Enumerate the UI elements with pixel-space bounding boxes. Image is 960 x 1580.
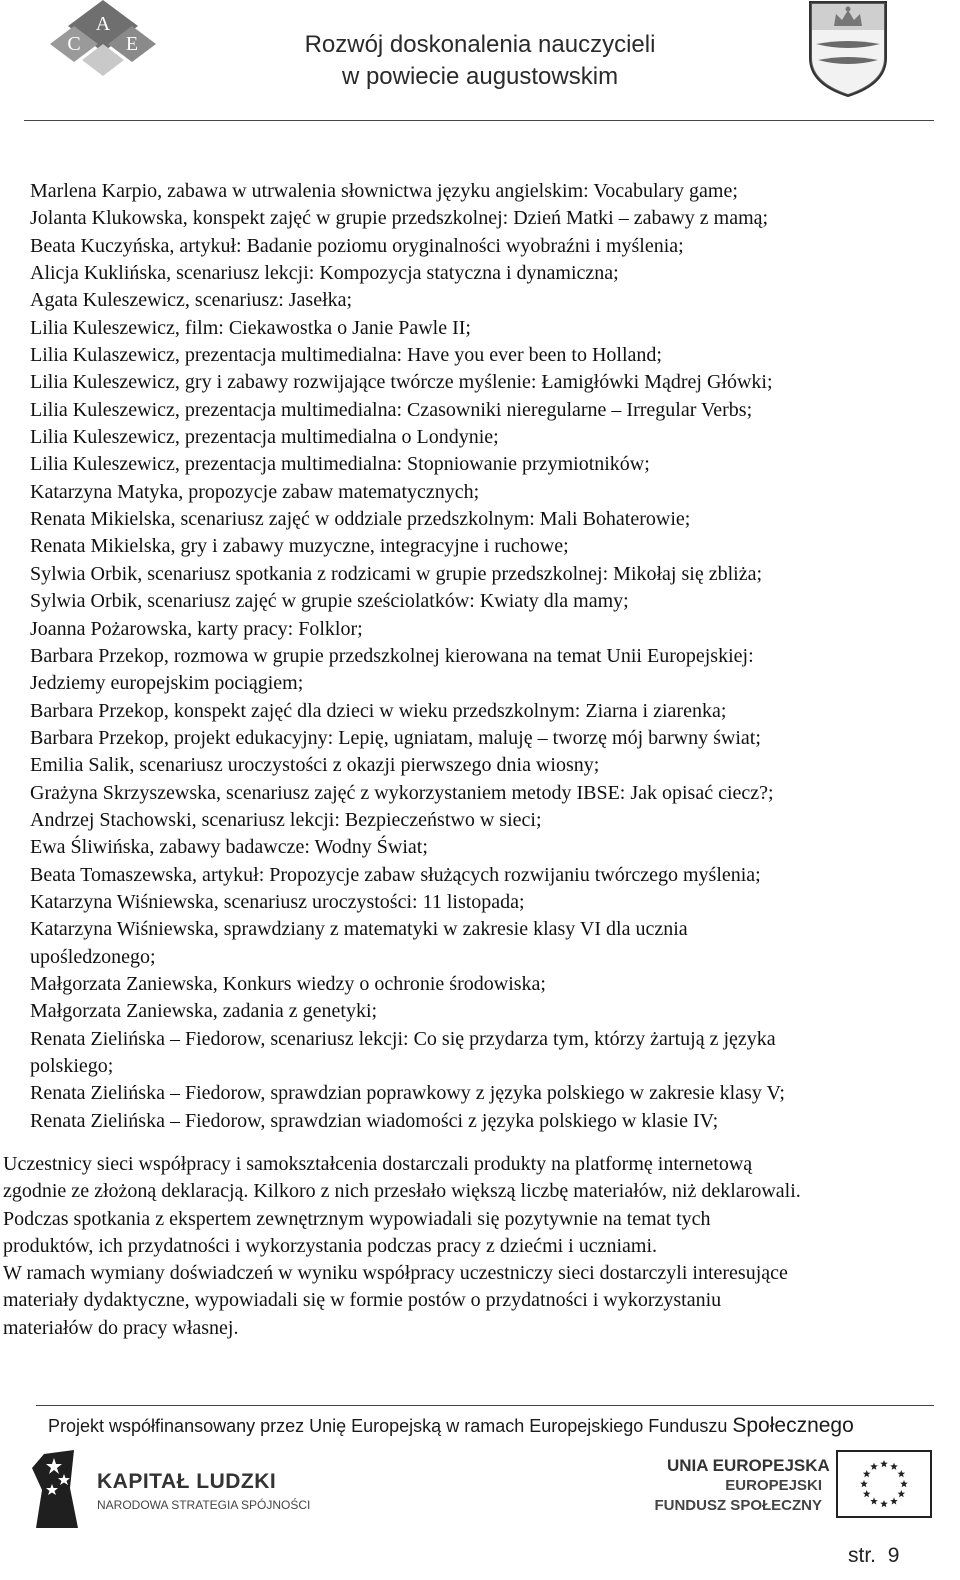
eu-label-line3: FUNDUSZ SPOŁECZNY: [654, 1497, 822, 1514]
list-item: Lilia Kulaszewicz, prezentacja multimedialna: Have you ever been to Holland;: [30, 344, 662, 367]
paragraph-line: W ramach wymiany doświadczeń w wyniku współpracy uczestniczy sieci dostarczyli interesujące: [3, 1262, 788, 1285]
list-item: Marlena Karpio, zabawa w utrwalenia słownictwa języku angielskim: Vocabulary game;: [30, 180, 738, 202]
page-number-value: 9: [887, 1544, 900, 1567]
list-item: Katarzyna Wiśniewska, scenariusz uroczystości: 11 listopada;: [30, 890, 525, 913]
eu-flag-icon: [836, 1450, 932, 1518]
list-item: Sylwia Orbik, scenariusz spotkania z rodzicami w grupie przedszkolnej: Mikołaj się zbliża;: [30, 562, 763, 585]
list-item: Lilia Kuleszewicz, film: Ciekawostka o Janie Pawle II;: [30, 316, 471, 339]
page-number: [848, 1544, 899, 1568]
page-label: str.: [848, 1544, 877, 1567]
list-item: Jolanta Klukowska, konspekt zajęć w grupie przedszkolnej: Dzień Matki – zabawy z mamą;: [30, 207, 769, 230]
kapital-ludzki-title: KAPITAŁ LUDZKI: [97, 1470, 277, 1493]
header-title-line1: Rozwój doskonalenia nauczycieli: [304, 31, 656, 58]
logo-letter-a: A: [95, 13, 111, 35]
paragraph-line: Uczestnicy sieci współpracy i samokształcenia dostarczali produkty na platformę internetową: [3, 1153, 753, 1175]
list-item: Barbara Przekop, rozmowa w grupie przedszkolnej kierowana na temat Unii Europejskiej:: [30, 644, 754, 667]
cae-logo: [48, 0, 158, 80]
paragraph-line: Podczas spotkania z ekspertem zewnętrznym wypowiadali się pozytywnie na temat tych: [3, 1207, 711, 1230]
cofinance-last-word: Społecznego: [732, 1414, 854, 1437]
eu-label-line1: UNIA EUROPEJSKA: [667, 1456, 830, 1475]
list-item: Lilia Kuleszewicz, gry i zabawy rozwijające twórcze myślenie: Łamigłówki Mądrej Główki;: [30, 371, 773, 394]
logo-letter-c: C: [67, 33, 81, 55]
header-title-line2: w powiecie augustowskim: [341, 63, 619, 90]
paragraph-line: materiały dydaktyczne, wypowiadali się w formie postów o przydatności i wykorzystaniu: [3, 1289, 722, 1312]
list-item: Lilia Kuleszewicz, prezentacja multimedialna: Stopniowanie przymiotników;: [30, 453, 650, 476]
list-item: Barbara Przekop, konspekt zajęć dla dzieci w wieku przedszkolnym: Ziarna i ziarenka;: [30, 699, 727, 722]
header-divider: [24, 120, 934, 121]
list-item: Renata Zielińska – Fiedorow, sprawdzian poprawkowy z języka polskiego w zakresie klasy V;: [30, 1082, 785, 1105]
list-item: Renata Mikielska, scenariusz zajęć w oddziale przedszkolnym: Mali Bohaterowie;: [30, 508, 691, 531]
list-item: Jedziemy europejskim pociągiem;: [30, 672, 304, 695]
list-item: Alicja Kuklińska, scenariusz lekcji: Kompozycja statyczna i dynamiczna;: [30, 262, 619, 285]
list-item: Beata Tomaszewska, artykuł: Propozycje zabaw służących rozwijaniu twórczego myślenia;: [30, 863, 761, 886]
county-crest-icon: [806, 0, 890, 98]
list-item: polskiego;: [30, 1055, 114, 1077]
summary-paragraph: [3, 1151, 953, 1342]
contribution-list: [30, 178, 950, 1135]
kapital-ludzki-logo-icon: [30, 1448, 80, 1530]
list-item: Emilia Salik, scenariusz uroczystości z okazji pierwszego dnia wiosny;: [30, 754, 600, 777]
list-item: Grażyna Skrzyszewska, scenariusz zajęć z wykorzystaniem metody IBSE: Jak opisać ciecz?;: [30, 781, 774, 804]
list-item: Renata Zielińska – Fiedorow, sprawdzian wiadomości z języka polskiego w klasie IV;: [30, 1109, 719, 1132]
logo-letter-e: E: [125, 33, 139, 55]
list-item: Małgorzata Zaniewska, zadania z genetyki;: [30, 1000, 378, 1023]
list-item: Renata Mikielska, gry i zabawy muzyczne, integracyjne i ruchowe;: [30, 535, 569, 558]
list-item: Agata Kuleszewicz, scenariusz: Jasełka;: [30, 289, 353, 312]
list-item: Sylwia Orbik, scenariusz zajęć w grupie sześciolatków: Kwiaty dla mamy;: [30, 590, 629, 613]
list-item: Katarzyna Wiśniewska, sprawdziany z matematyki w zakresie klasy VI dla ucznia: [30, 918, 688, 941]
list-item: Lilia Kuleszewicz, prezentacja multimedialna o Londynie;: [30, 426, 499, 449]
paragraph-line: zgodnie ze złożoną deklaracją. Kilkoro z nich przesłało większą liczbę materiałów, niż deklarowali.: [3, 1180, 801, 1203]
list-item: Renata Zielińska – Fiedorow, scenariusz lekcji: Co się przydarza tym, którzy żartują z języka: [30, 1027, 776, 1050]
list-item: Lilia Kuleszewicz, prezentacja multimedialna: Czasowniki nieregularne – Irregular Verbs;: [30, 398, 753, 421]
list-item: upośledzonego;: [30, 945, 156, 968]
cofinance-statement: [48, 1414, 854, 1438]
list-item: Ewa Śliwińska, zabawy badawcze: Wodny Świat;: [30, 836, 428, 859]
list-item: Barbara Przekop, projekt edukacyjny: Lepię, ugniatam, maluję – tworzę mój barwny świat;: [30, 726, 761, 749]
paragraph-line: produktów, ich przydatności i wykorzystania podczas pracy z dziećmi i uczniami.: [3, 1234, 658, 1257]
eu-label-line2: EUROPEJSKI: [725, 1477, 822, 1494]
list-item: Beata Kuczyńska, artykuł: Badanie poziomu oryginalności wyobraźni i myślenia;: [30, 234, 684, 257]
cofinance-text: Projekt współfinansowany przez Unię Europejską w ramach Europejskiego Funduszu: [48, 1416, 728, 1436]
list-item: Joanna Pożarowska, karty pracy: Folklor;: [30, 617, 363, 640]
list-item: Małgorzata Zaniewska, Konkurs wiedzy o ochronie środowiska;: [30, 972, 546, 995]
kapital-ludzki-subtitle: NARODOWA STRATEGIA SPÓJNOŚCI: [97, 1498, 311, 1512]
footer-divider: [36, 1405, 934, 1406]
list-item: Katarzyna Matyka, propozycje zabaw matematycznych;: [30, 480, 480, 503]
paragraph-line: materiałów do pracy własnej.: [3, 1316, 239, 1339]
list-item: Andrzej Stachowski, scenariusz lekcji: Bezpieczeństwo w sieci;: [30, 808, 542, 831]
